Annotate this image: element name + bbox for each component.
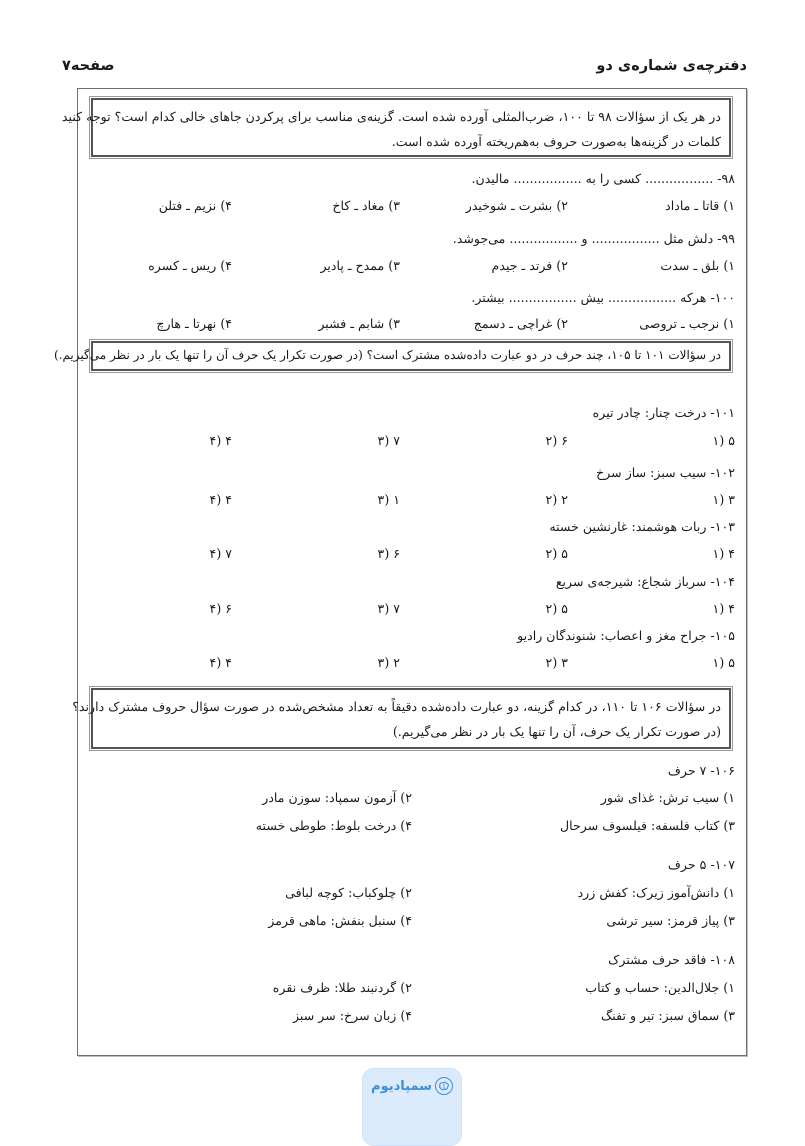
option-98-4[interactable]: ۴) نزیم ـ فتلن xyxy=(158,198,232,213)
option-100-3[interactable]: ۳) شابم ـ فشبر xyxy=(318,316,400,331)
option-104-2[interactable]: ۵ (۲ xyxy=(545,601,568,616)
option-101-4[interactable]: ۴ (۴ xyxy=(209,433,232,448)
option-108-2[interactable]: ۲) گردنبند طلا: ظرف نقره xyxy=(272,980,412,995)
option-99-2[interactable]: ۲) فرتد ـ جیدم xyxy=(491,258,568,273)
question-stem-103: ۱۰۳- ربات هوشمند: غارنشین خسته xyxy=(549,519,735,534)
instruction-line: در سؤالات ۱۰۶ تا ۱۱۰، در کدام گزینه، دو عبارت داده‌شده دقیقاً به تعداد مشخص‌شده در صورت سؤال حروف مشترک دارند؟ xyxy=(72,699,721,714)
page-number: صفحه۷ xyxy=(62,58,115,74)
option-108-4[interactable]: ۴) زبان سرخ: سر سبز xyxy=(292,1008,412,1023)
option-98-2[interactable]: ۲) بشرت ـ شوخیدر xyxy=(465,198,568,213)
option-107-1[interactable]: ۱) دانش‌آموز زیرک: کفش زرد xyxy=(577,885,735,900)
option-108-3[interactable]: ۳) سماق سبز: تیر و تفنگ xyxy=(601,1008,735,1023)
option-106-4[interactable]: ۴) درخت بلوط: طوطی خسته xyxy=(255,818,412,833)
option-102-2[interactable]: ۲ (۲ xyxy=(545,492,568,507)
option-105-3[interactable]: ۲ (۳ xyxy=(377,655,400,670)
option-103-4[interactable]: ۷ (۴ xyxy=(209,546,232,561)
option-108-1[interactable]: ۱) جلال‌الدین: حساب و کتاب xyxy=(585,980,735,995)
question-stem-98: ۹۸- ................. کسی را به ................. مالیدن. xyxy=(471,171,735,186)
question-stem-104: ۱۰۴- سرباز شجاع: شیرجه‌ی سریع xyxy=(555,574,735,589)
option-106-1[interactable]: ۱) سیب ترش: غذای شور xyxy=(600,790,735,805)
option-101-1[interactable]: ۵ (۱ xyxy=(712,433,735,448)
option-103-2[interactable]: ۵ (۲ xyxy=(545,546,568,561)
option-107-2[interactable]: ۲) چلوکباب: کوچه لبافی xyxy=(285,885,412,900)
option-101-2[interactable]: ۶ (۲ xyxy=(545,433,568,448)
instructions-box-106-110 xyxy=(72,688,731,749)
question-stem-107: ۱۰۷- ۵ حرف xyxy=(667,857,735,872)
option-107-3[interactable]: ۳) پیاز قرمز: سیر ترشی xyxy=(606,913,735,928)
option-105-4[interactable]: ۴ (۴ xyxy=(209,655,232,670)
question-stem-105: ۱۰۵- جراح مغز و اعصاب: شنوندگان رادیو xyxy=(517,628,735,643)
brain-icon xyxy=(435,1077,453,1095)
option-100-2[interactable]: ۲) غراچی ـ دسمج xyxy=(473,316,568,331)
booklet-title: دفترچه‌ی شماره‌ی دو xyxy=(596,58,747,74)
brand-name: سمپادیوم xyxy=(371,1078,432,1094)
option-104-1[interactable]: ۴ (۱ xyxy=(712,601,735,616)
question-stem-100: ۱۰۰- هرکه ................. بیش ................. بیشتر. xyxy=(471,290,735,305)
option-100-1[interactable]: ۱) نرجب ـ تروصی xyxy=(639,316,735,331)
option-102-1[interactable]: ۳ (۱ xyxy=(712,492,735,507)
question-stem-99: ۹۹- دلش مثل ................. و ................. می‌جوشد. xyxy=(452,231,735,246)
question-stem-101: ۱۰۱- درخت چنار: چادر تیره xyxy=(592,405,735,420)
instruction-line: در هر یک از سؤالات ۹۸ تا ۱۰۰، ضرب‌المثلی آورده شده است. گزینه‌ی مناسب برای پرکردن جاهای خالی کدام است؟ توجه کنید xyxy=(61,109,721,124)
option-105-1[interactable]: ۵ (۱ xyxy=(712,655,735,670)
option-99-1[interactable]: ۱) بلق ـ سدت xyxy=(660,258,735,273)
option-107-4[interactable]: ۴) سنبل بنفش: ماهی قرمز xyxy=(268,913,412,928)
option-102-4[interactable]: ۴ (۴ xyxy=(209,492,232,507)
instructions-box-98-100 xyxy=(61,98,731,157)
instruction-line: (در صورت تکرار یک حرف، آن را تنها یک بار در نظر می‌گیریم.) xyxy=(392,724,721,739)
instruction-line: در سؤالات ۱۰۱ تا ۱۰۵، چند حرف در دو عبارت داده‌شده مشترک است؟ (در صورت تکرار یک حرف آن را تنها یک بار در نظر می‌گیریم.) xyxy=(53,348,721,362)
option-98-3[interactable]: ۳) مغاد ـ کاخ xyxy=(332,198,400,213)
question-stem-106: ۱۰۶- ۷ حرف xyxy=(667,763,735,778)
option-103-3[interactable]: ۶ (۳ xyxy=(377,546,400,561)
question-stem-108: ۱۰۸- فاقد حرف مشترک xyxy=(608,952,735,967)
option-102-3[interactable]: ۱ (۳ xyxy=(377,492,400,507)
question-stem-102: ۱۰۲- سیب سبز: ساز سرخ xyxy=(596,465,735,480)
option-103-1[interactable]: ۴ (۱ xyxy=(712,546,735,561)
instructions-box-101-105 xyxy=(53,341,731,371)
option-99-4[interactable]: ۴) ریس ـ کسره xyxy=(148,258,232,273)
option-99-3[interactable]: ۳) ممدح ـ پادیر xyxy=(320,258,400,273)
option-105-2[interactable]: ۳ (۲ xyxy=(545,655,568,670)
instruction-line: کلمات در گزینه‌ها به‌صورت حروف به‌هم‌ریخته آورده شده است. xyxy=(391,134,721,149)
option-106-2[interactable]: ۲) آزمون سمپاد: سوزن مادر xyxy=(262,790,412,805)
option-104-3[interactable]: ۷ (۳ xyxy=(377,601,400,616)
option-100-4[interactable]: ۴) نهرتا ـ هارچ xyxy=(156,316,232,331)
option-106-3[interactable]: ۳) کتاب فلسفه: فیلسوف سرحال xyxy=(559,818,735,833)
option-104-4[interactable]: ۶ (۴ xyxy=(209,601,232,616)
option-101-3[interactable]: ۷ (۳ xyxy=(377,433,400,448)
option-98-1[interactable]: ۱) قاتا ـ ماداد xyxy=(665,198,735,213)
brand-badge xyxy=(362,1068,462,1146)
